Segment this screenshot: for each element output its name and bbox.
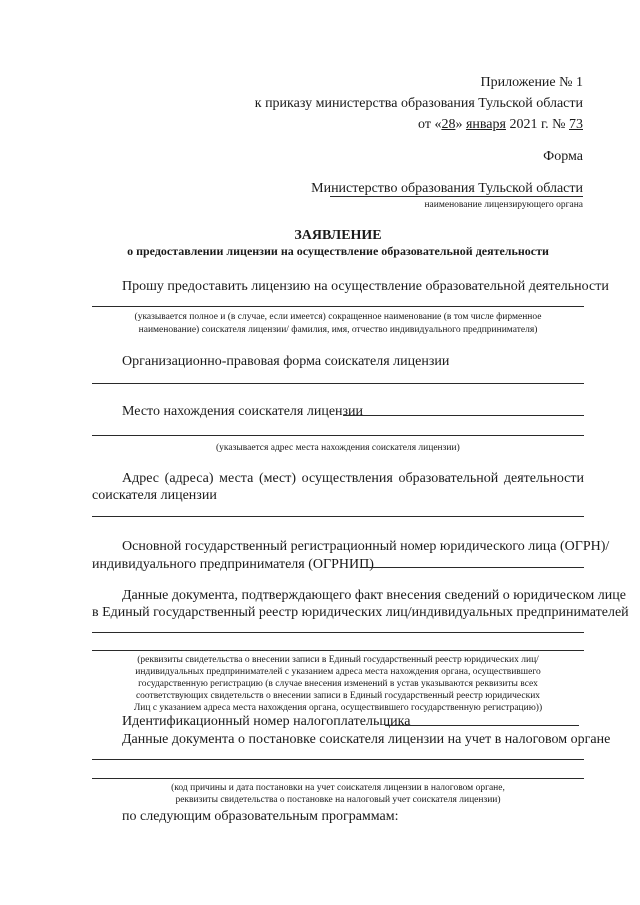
registry-field-line[interactable] <box>92 632 584 633</box>
legal-form-label: Организационно-правовая форма соискателя лицензии <box>122 354 450 369</box>
appendix-number: Приложение № 1 <box>480 75 583 90</box>
registry-label-line-2: в Единый государственный реестр юридических лиц/индивидуальных предпринимателей <box>92 605 629 620</box>
order-reference: к приказу министерства образования Тульской области <box>254 96 583 111</box>
name-field-line[interactable] <box>92 306 584 307</box>
registry-note-2: индивидуальных предпринимателей с указанием адреса места нахождения органа, осуществившего <box>135 667 541 677</box>
authority-caption: наименование лицензирующего органа <box>424 200 583 210</box>
name-note-1: (указывается полное и (в случае, если имеется) сокращенное наименование (в том числе фирменное <box>134 312 542 322</box>
location-note: (указывается адрес места нахождения соискателя лицензии) <box>216 443 460 453</box>
order-date-day: 28 <box>441 117 456 132</box>
tax-doc-field-line-2[interactable] <box>92 778 584 779</box>
tax-note-2: реквизиты свидетельства о постановке на налоговый учет соискателя лицензии) <box>175 795 501 805</box>
form-label: Форма <box>543 149 583 164</box>
ogrn-label-line-2: индивидуального предпринимателя (ОГРНИП) <box>92 557 374 572</box>
location-field-line-2[interactable] <box>92 435 584 436</box>
order-date-year: 2021 г. № <box>505 117 569 132</box>
document-title: ЗАЯВЛЕНИЕ <box>294 228 382 243</box>
address-field-line[interactable] <box>92 516 584 517</box>
registry-note-4: соответствующих свидетельств о внесении записи в Единый государственный реестр юридических <box>135 691 541 701</box>
legal-form-field-line[interactable] <box>92 383 584 384</box>
registry-field-line-2[interactable] <box>92 650 584 651</box>
document-subtitle: о предоставлении лицензии на осуществление образовательной деятельности <box>127 244 549 258</box>
registry-note-1: (реквизиты свидетельства о внесении записи в Единый государственный реестр юридических лиц/ <box>137 655 539 665</box>
authority-underline <box>330 196 583 197</box>
inn-field-line[interactable] <box>385 725 579 726</box>
ogrn-label-line-1: Основной государственный регистрационный номер юридического лица (ОГРН)/ <box>122 539 610 554</box>
registry-note-3: государственную регистрацию (в случае внесения изменений в устав указываются реквизиты всех <box>138 679 538 689</box>
order-date-mid: » <box>455 117 466 132</box>
registry-note-5: Лиц с указанием адреса места нахождения органа, осуществившего государственную регистрацию)) <box>133 703 543 713</box>
request-text: Прошу предоставить лицензию на осуществление образовательной деятельности <box>122 279 609 294</box>
registry-label-line-1: Данные документа, подтверждающего факт внесения сведений о юридическом лице <box>122 588 626 603</box>
address-label-line-2: соискателя лицензии <box>92 488 217 503</box>
order-date-prefix: от « <box>418 117 442 132</box>
ogrn-field-line[interactable] <box>360 567 584 568</box>
location-label: Место нахождения соискателя лицензии <box>122 404 364 419</box>
authority-name: Министерство образования Тульской области <box>311 181 583 196</box>
order-number: 73 <box>569 117 583 132</box>
inn-label: Идентификационный номер налогоплательщика <box>122 714 411 729</box>
name-note-2: наименование) соискателя лицензии/ фамилия, имя, отчество индивидуального предпринимателя) <box>138 325 538 335</box>
tax-doc-field-line[interactable] <box>92 759 584 760</box>
order-date-month: января <box>465 117 506 132</box>
programs-label: по следующим образовательным программам: <box>122 809 399 824</box>
address-label-line-1: Адрес (адреса) места (мест) осуществления образовательной деятельности <box>122 471 584 486</box>
order-date <box>418 116 583 133</box>
tax-note-1: (код причины и дата постановки на учет соискателя лицензии в налоговом органе, <box>171 783 505 793</box>
tax-doc-label: Данные документа о постановке соискателя лицензии на учет в налоговом органе <box>122 732 611 747</box>
location-field-line[interactable] <box>343 415 584 416</box>
